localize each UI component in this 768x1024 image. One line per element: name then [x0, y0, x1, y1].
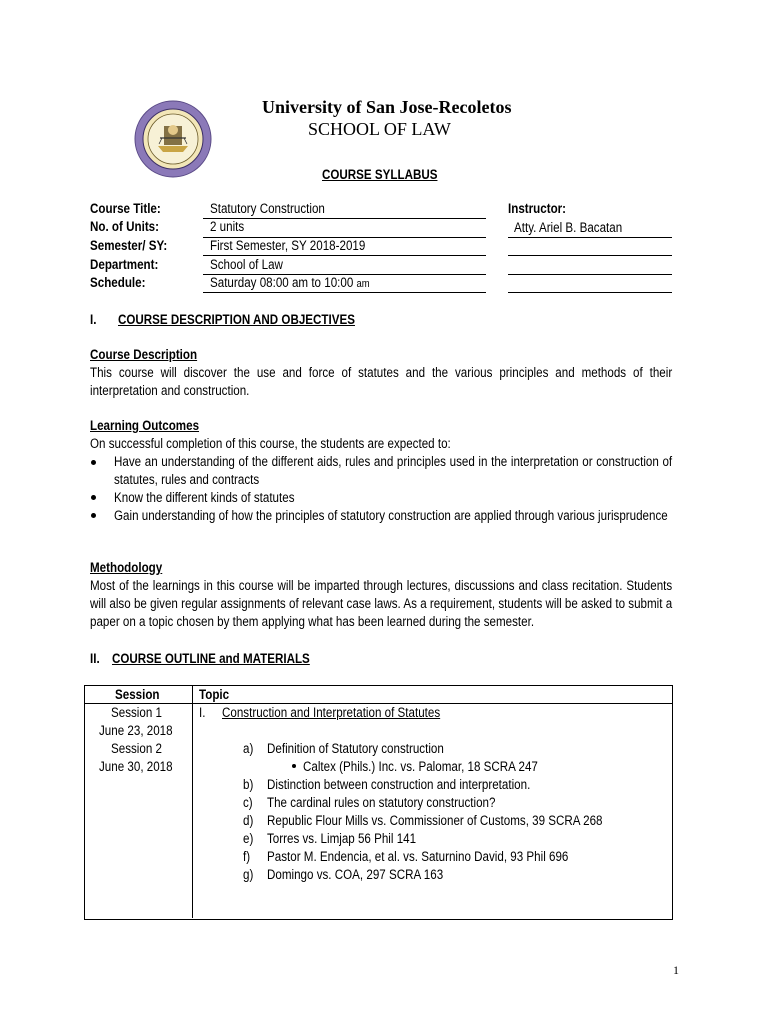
topic-item-letter: b)	[243, 777, 254, 792]
schedule-label: Schedule:	[90, 275, 146, 290]
units-label: No. of Units:	[90, 219, 160, 234]
course-title-label: Course Title:	[90, 201, 161, 216]
column-header-session: Session	[115, 687, 160, 702]
topic-item-text: Definition of Statutory construction	[267, 741, 444, 756]
topic-item-text: Pastor M. Endencia, et al. vs. Saturnino David, 93 Phil 696	[267, 849, 569, 864]
topic-number: I.	[199, 705, 206, 720]
topic-item-text: The cardinal rules on statutory construction?	[267, 795, 496, 810]
topic-item-letter: c)	[243, 795, 253, 810]
course-description-text: This course will discover the use and force of statutes and the various principles and methods of their interpretation and construction.	[90, 365, 673, 398]
learning-outcomes-intro: On successful completion of this course, the students are expected to:	[90, 436, 451, 451]
course-title-value: Statutory Construction	[210, 201, 325, 216]
department-label: Department:	[90, 257, 159, 272]
topic-item-letter: d)	[243, 813, 254, 828]
methodology-heading: Methodology	[90, 560, 163, 575]
methodology-text: Most of the learnings in this course will be imparted through lectures, discussions and class recitation. Students will also be given regular assignments of relevant case laws. As a requirement, students will be asked to submit a paper on a topic chosen by them applying what has been learned during the semester.	[90, 578, 673, 629]
outcome-bullet	[91, 495, 96, 500]
course-description-heading: Course Description	[90, 347, 198, 362]
department-value: School of Law	[210, 257, 283, 272]
topic-sub-item: Caltex (Phils.) Inc. vs. Palomar, 18 SCRA 247	[303, 759, 538, 774]
topic-item-text: Domingo vs. COA, 297 SCRA 163	[267, 867, 444, 882]
topic-item-letter: g)	[243, 867, 254, 882]
table-column-divider	[192, 685, 193, 918]
course-title-underline	[203, 218, 486, 219]
instructor-line-3	[508, 274, 672, 275]
session-line: Session 2	[111, 741, 162, 756]
schedule-value	[210, 274, 370, 293]
section1-heading: COURSE DESCRIPTION AND OBJECTIVES	[118, 312, 355, 327]
topic-item-letter: a)	[243, 741, 254, 756]
school-seal	[134, 100, 212, 178]
page-number: 1	[673, 963, 679, 977]
section2-heading: COURSE OUTLINE and MATERIALS	[112, 651, 310, 666]
semester-value: First Semester, SY 2018-2019	[210, 238, 366, 253]
topic-title: Construction and Interpretation of Statutes	[222, 705, 441, 720]
semester-label: Semester/ SY:	[90, 238, 168, 253]
learning-outcomes-heading: Learning Outcomes	[90, 418, 200, 433]
topic-item-letter: e)	[243, 831, 254, 846]
instructor-value: Atty. Ariel B. Bacatan	[514, 220, 623, 235]
section2-number: II.	[90, 651, 100, 666]
instructor-line-1	[508, 237, 672, 238]
topic-item-text: Torres vs. Limjap 56 Phil 141	[267, 831, 417, 846]
column-header-topic: Topic	[199, 687, 230, 702]
schedule-underline	[203, 292, 486, 293]
session-line: Session 1	[111, 705, 162, 720]
outcome-item: Have an understanding of the different aids, rules and principles used in the interpretation or construction of statutes, rules and contracts	[114, 454, 673, 487]
session-line: June 30, 2018	[99, 759, 173, 774]
topic-item-text: Distinction between construction and interpretation.	[267, 777, 531, 792]
topic-item-text: Republic Flour Mills vs. Commissioner of Customs, 39 SCRA 268	[267, 813, 603, 828]
instructor-label: Instructor:	[508, 201, 567, 216]
document-title: COURSE SYLLABUS	[322, 167, 438, 182]
outcome-bullet	[91, 513, 96, 518]
section1-number: I.	[90, 312, 97, 327]
outcome-item: Know the different kinds of statutes	[114, 490, 295, 505]
units-value: 2 units	[210, 219, 245, 234]
session-line: June 23, 2018	[99, 723, 173, 738]
schedule-suffix: am	[356, 278, 370, 290]
school-name: SCHOOL OF LAW	[308, 119, 451, 139]
outcome-item: Gain understanding of how the principles of statutory construction are applied through various jurisprudence	[114, 508, 668, 523]
sub-bullet	[292, 764, 296, 768]
topic-item-letter: f)	[243, 849, 251, 864]
outcome-bullet	[91, 460, 96, 465]
schedule-time: Saturday 08:00 am to 10:00	[210, 275, 354, 290]
instructor-line-4	[508, 292, 672, 293]
instructor-line-2	[508, 255, 672, 256]
university-name: University of San Jose-Recoletos	[262, 97, 512, 117]
